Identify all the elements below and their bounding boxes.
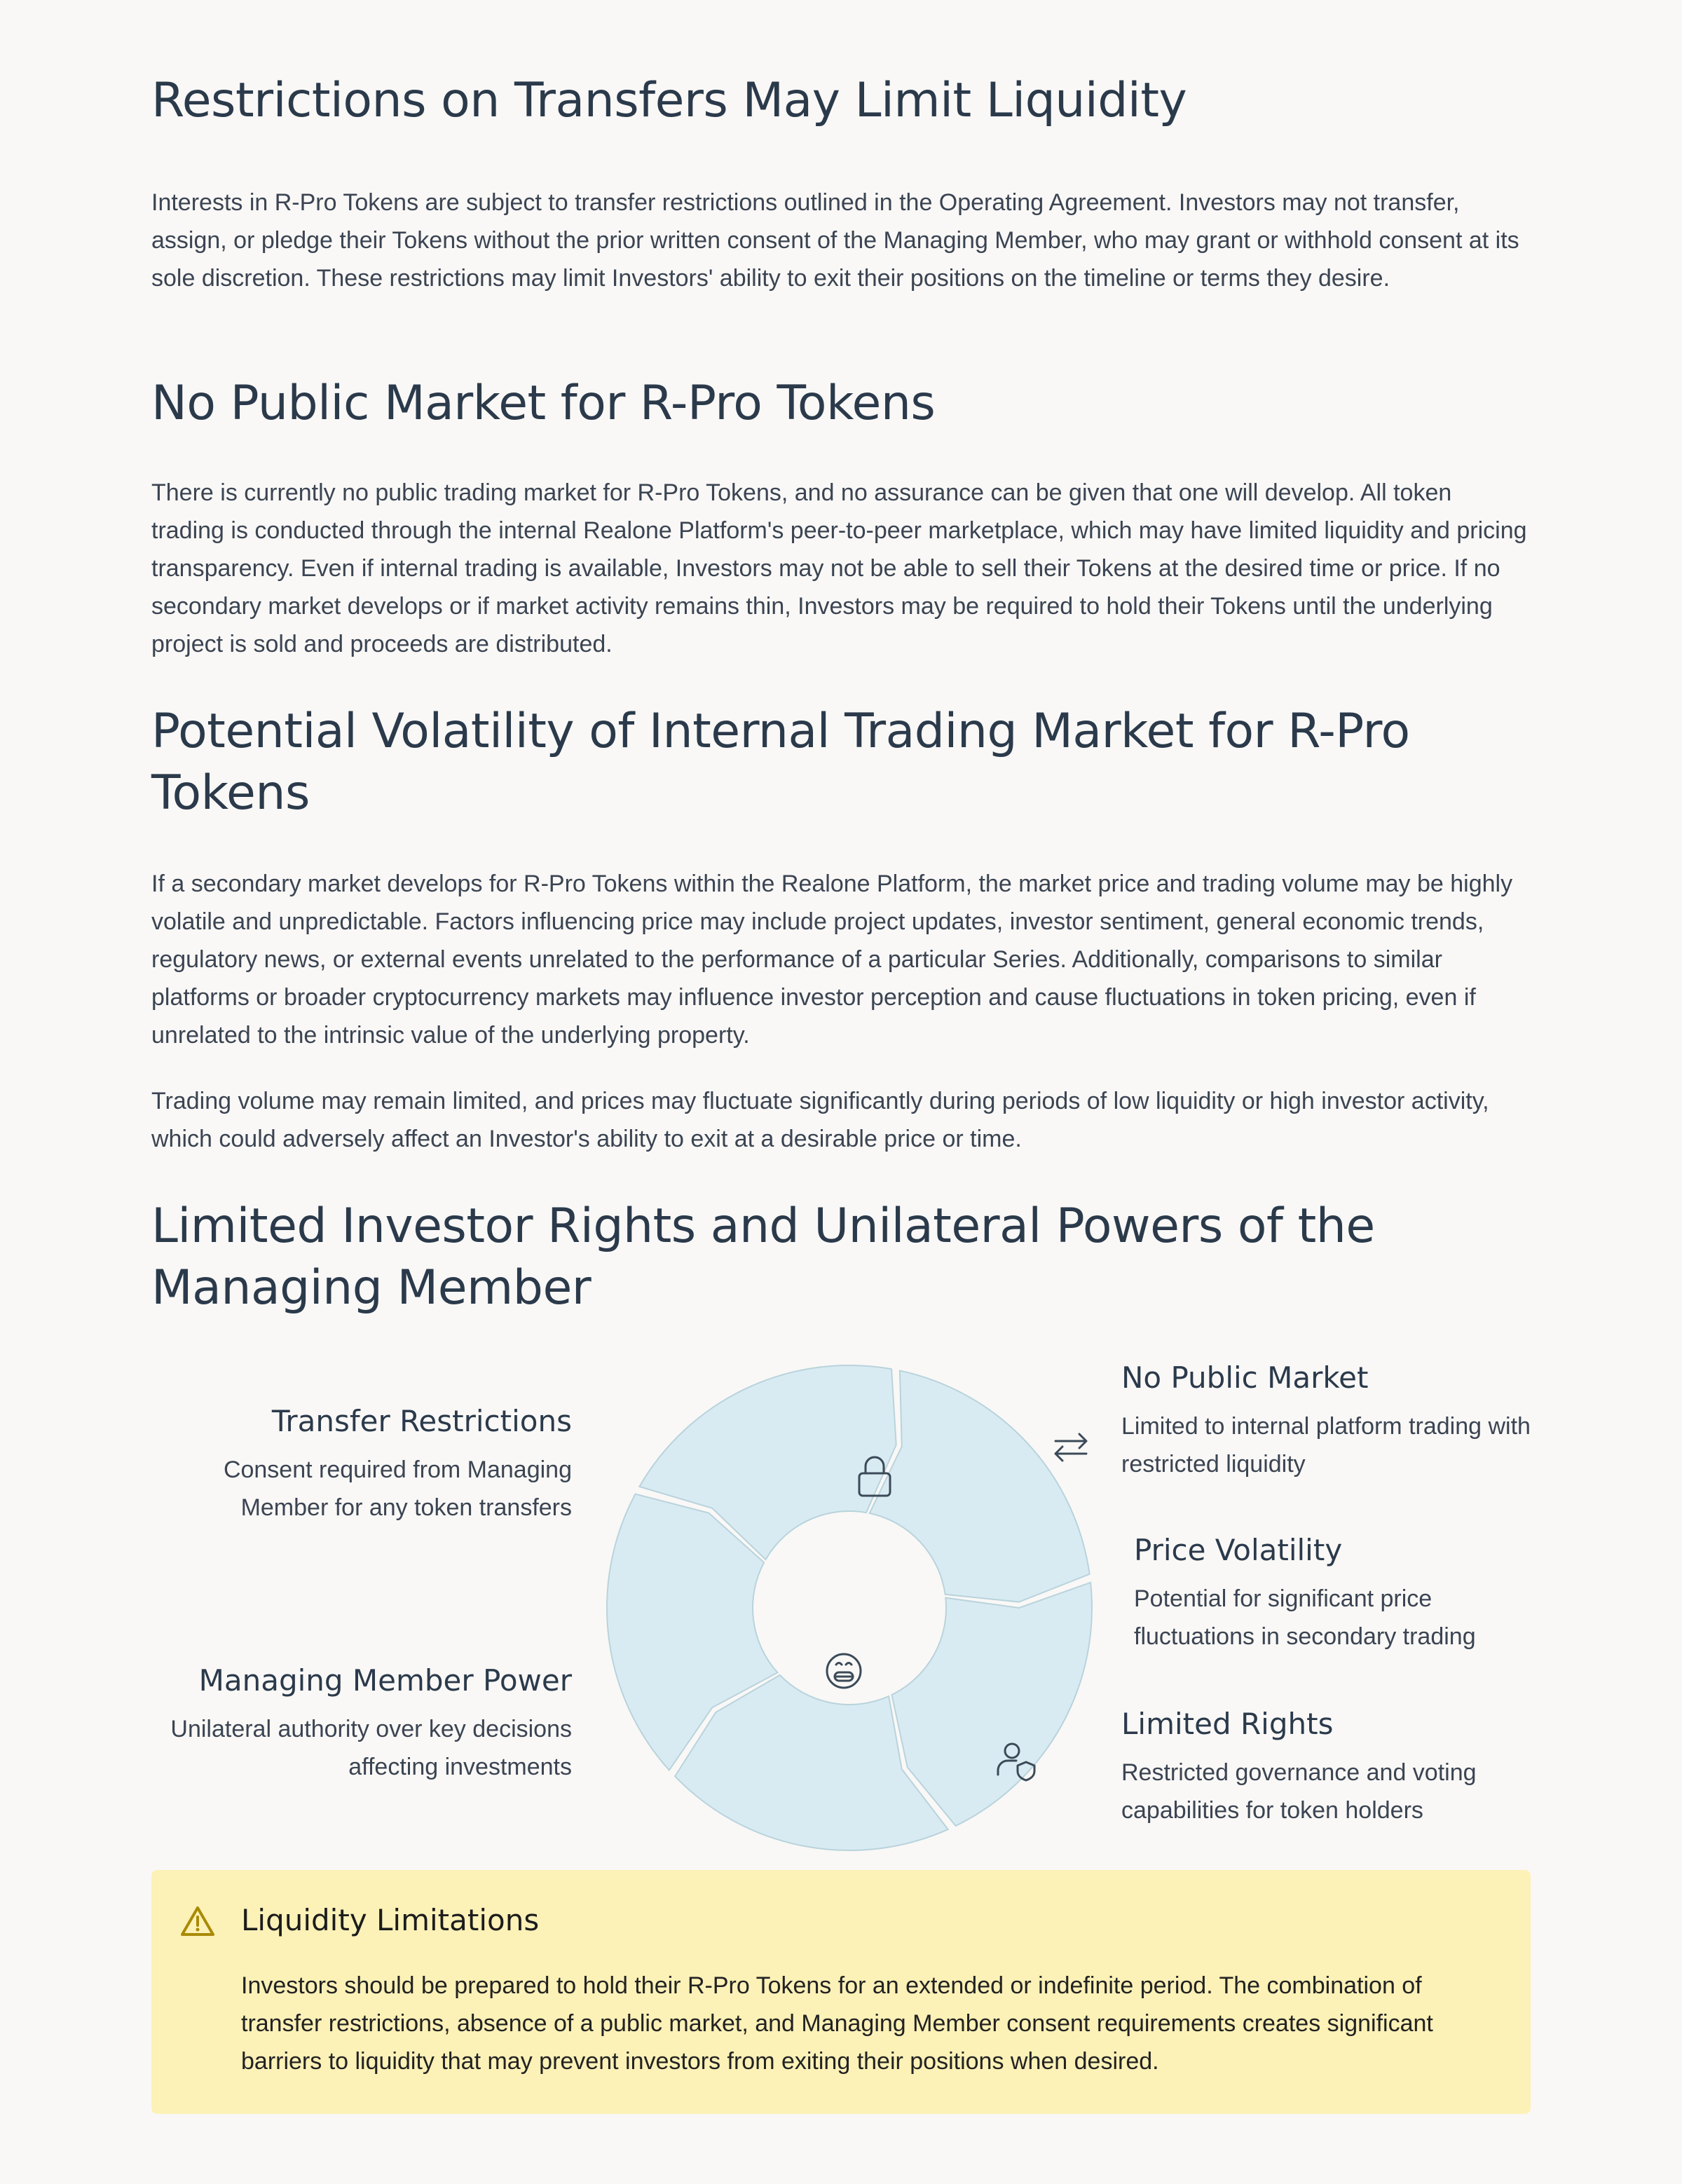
diagram-label-title: No Public Market (1121, 1360, 1369, 1395)
segment-price-volatility (891, 1583, 1092, 1826)
diagram-label-desc: Consent required from Managing Member for any token transfers (223, 1456, 572, 1521)
diagram-label-desc: Limited to internal platform trading with restricted liquidity (1121, 1413, 1531, 1477)
risk-cycle-diagram (151, 1346, 1531, 1850)
diagram-label-managing-member-power (151, 1661, 572, 1786)
section-title-volatility: Potential Volatility of Internal Trading Market for R-Pro Tokens (151, 704, 1410, 821)
swap-arrows-icon (1055, 1434, 1086, 1461)
grimace-face-icon (827, 1654, 861, 1688)
cycle-segments (607, 1365, 1092, 1850)
section-body-volatility-2: Trading volume may remain limited, and prices may fluctuate significantly during periods of low liquidity or high investor activity, which could adversely affect an Investor's ability to exit at a desirable price or time. (151, 1088, 1489, 1152)
warning-icon (179, 1905, 216, 1937)
section-body-volatility-1: If a secondary market develops for R-Pro Tokens within the Realone Platform, the market price and trading volume may be highly volatile and unpredictable. Factors influencing price may include project updates, investor sentiment, general economic trends, regulatory news, or external events unrelated to the performance of a particular Series. Additionally, comparisons to similar platforms or broader cryptocurrency markets may influence investor perception and cause fluctuations in token pricing, even if unrelated to the intrinsic value of the underlying property. (151, 871, 1513, 1049)
diagram-label-title: Transfer Restrictions (271, 1404, 572, 1438)
callout-title: Liquidity Limitations (241, 1903, 540, 1937)
diagram-label-title: Limited Rights (1121, 1707, 1334, 1741)
section-title-no-market: No Public Market for R-Pro Tokens (151, 376, 936, 431)
callout-body: Investors should be prepared to hold their R-Pro Tokens for an extended or indefinite period. The combination of transfer restrictions, absence of a public market, and Managing Member consent requirements creates significant barriers to liquidity that may prevent investors from exiting their positions when desired. (241, 1972, 1433, 2075)
diagram-label-desc: Unilateral authority over key decisions affecting investments (170, 1716, 572, 1780)
diagram-label-limited-rights (1121, 1705, 1542, 1829)
section-title-transfers: Restrictions on Transfers May Limit Liquidity (151, 73, 1187, 128)
diagram-label-desc: Potential for significant price fluctuations in secondary trading (1134, 1585, 1476, 1650)
diagram-label-transfer-restrictions (151, 1402, 572, 1527)
diagram-label-title: Managing Member Power (198, 1663, 572, 1698)
cycle-ring (597, 1356, 1102, 1860)
diagram-label-desc: Restricted governance and voting capabilities for token holders (1121, 1759, 1477, 1824)
diagram-label-no-public-market (1121, 1358, 1542, 1483)
section-title-rights: Limited Investor Rights and Unilateral Powers of the Managing Member (151, 1199, 1375, 1316)
liquidity-limitations-callout (151, 1870, 1531, 2114)
diagram-label-title: Price Volatility (1134, 1533, 1343, 1567)
section-body-no-market: There is currently no public trading market for R-Pro Tokens, and no assurance can be given that one will develop. All token trading is conducted through the internal Realone Platform's peer-to-peer marketplace, which may have limited liquidity and pricing transparency. Even if internal trading is available, Investors may not be able to sell their Tokens at the desired time or price. If no secondary market develops or if market activity remains thin, Investors may be required to hold their Tokens until the underlying project is sold and proceeds are distributed. (151, 479, 1527, 657)
section-body-transfers: Interests in R-Pro Tokens are subject to transfer restrictions outlined in the Operating Agreement. Investors may not transfer, assign, or pledge their Tokens without the prior written consent of the Managing Member, who may grant or withhold consent at its sole discretion. These restrictions may limit Investors' ability to exit their positions on the timeline or terms they desire. (151, 189, 1519, 292)
diagram-label-price-volatility (1134, 1531, 1526, 1656)
segment-no-public-market (870, 1371, 1090, 1602)
